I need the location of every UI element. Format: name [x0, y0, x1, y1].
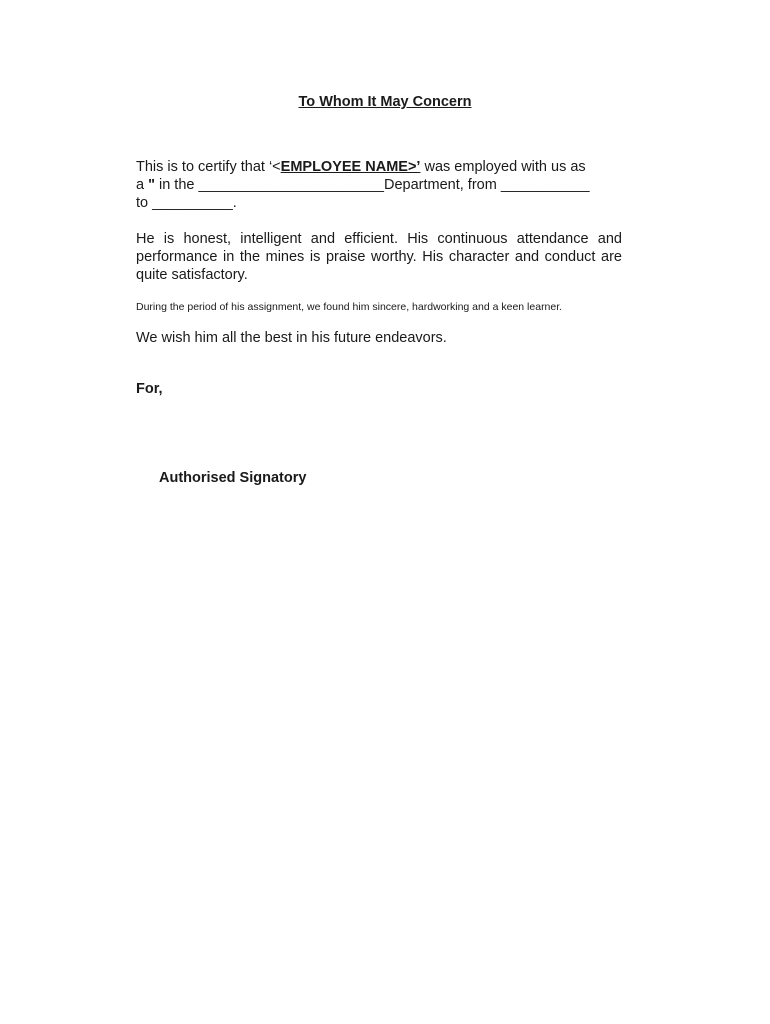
- employee-name-placeholder: EMPLOYEE NAME>’: [280, 159, 421, 175]
- document-title: To Whom It May Concern: [298, 94, 472, 110]
- department-line: in the _______________________Department, from ___________: [154, 177, 590, 193]
- wishes-paragraph: We wish him all the best in his future endeavors.: [136, 330, 447, 346]
- certification-paragraph: [136, 158, 622, 212]
- for-label: For,: [136, 381, 163, 397]
- assignment-paragraph: During the period of his assignment, we found him sincere, hardworking and a keen learner.: [136, 301, 563, 313]
- character-paragraph: He is honest, intelligent and efficient. His continuous attendance and performance in the mines is praise worthy. His character and conduct are quite satisfactory.: [136, 231, 622, 283]
- designation-prefix: a: [136, 177, 149, 193]
- date-to-line: to __________.: [136, 195, 237, 211]
- authorised-signatory: Authorised Signatory: [159, 470, 307, 486]
- designation-quote: ": [148, 177, 155, 193]
- certify-prefix: This is to certify that ‘<: [136, 159, 281, 175]
- certify-suffix: was employed with us as: [420, 159, 586, 175]
